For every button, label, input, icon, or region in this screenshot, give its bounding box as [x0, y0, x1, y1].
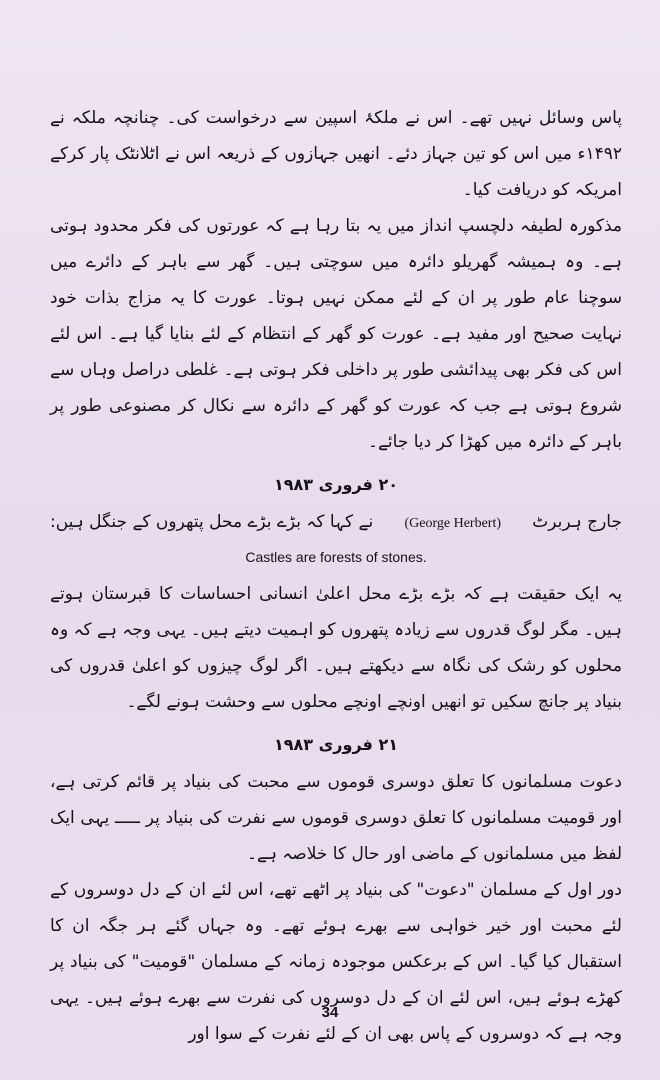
quote-author-urdu: جارج ہربرٹ: [532, 512, 622, 532]
paragraph-early-muslims: دور اول کے مسلمان "دعوت" کی بنیاد پر اٹھے تھے، اس لئے ان کے دل دوسروں کے لئے محبت اور خیر خواہی سے بھرے ہوئے تھے۔ وہ جہاں گئے ہر جگہ ان کا استقبال کیا گیا۔ اس کے برعکس موجودہ زمانہ کے مسلمان "قومیت" کی بنیاد پر کھڑے ہوئے ہیں، اس لئے ان کے دل دوسروں کی نفرت سے بھرے ہوئے ہیں۔ یہی وجہ ہے کہ دوسروں کے پاس بھی ان کے لئے نفرت کے سوا اور: [50, 880, 622, 1044]
paragraph-palaces: یہ ایک حقیقت ہے کہ بڑے بڑے محل اعلیٰ انسانی احساسات کا قبرستان ہوتے ہیں۔ مگر لوگ قدروں سے زیادہ پتھروں کو اہمیت دیتے ہیں۔ یہی وجہ ہے کہ وہ محلوں کو رشک کی نگاہ سے دیکھتے ہیں۔ اگر لوگ چیزوں کو اعلیٰ قدروں کی بنیاد پر جانچ سکیں تو انھیں اونچے اونچے محلوں سے وحشت ہونے لگے۔: [50, 584, 622, 712]
paragraph-dawat-qaumiyat: دعوت مسلمانوں کا تعلق دوسری قوموں سے محبت کی بنیاد پر قائم کرتی ہے، اور قومیت مسلمانوں کا تعلق دوسری قوموں سے نفرت کی بنیاد پر ـــــ یہی ایک لفظ میں مسلمانوں کے ماضی اور حال کا خلاصہ ہے۔: [50, 772, 622, 864]
quote-intro-line: [50, 504, 622, 542]
quote-intro-text: نے کہا کہ بڑے بڑے محل پتھروں کے جنگل ہیں:: [50, 512, 374, 532]
paragraph-columbus: پاس وسائل نہیں تھے۔ اس نے ملکۂ اسپین سے درخواست کی۔ چنانچہ ملکہ نے ۱۴۹۲ء میں اس کو تین جہاز دئے۔ انھیں جہازوں کے ذریعہ اس نے اٹلانٹک پار کرکے امریکہ کو دریافت کیا۔: [50, 108, 622, 200]
diary-date-21-feb: ۲۱ فروری ۱۹۸۳: [274, 735, 398, 754]
page-body: [50, 100, 622, 1052]
page-number: 34: [321, 1004, 339, 1021]
paragraph-women-thinking: مذکورہ لطیفہ دلچسپ انداز میں یہ بتا رہا ہے کہ عورتوں کی فکر محدود ہوتی ہے۔ وہ ہمیشہ گھریلو دائرہ میں سوچتی ہیں۔ گھر سے باہر کے دائرے میں سوچنا عام طور پر ان کے لئے ممکن نہیں ہوتا۔ عورت کا یہ مزاج بذات خود نہایت صحیح اور مفید ہے۔ عورت کو گھر کے انتظام کے لئے بنایا گیا ہے۔ اس لئے اس کی فکر بھی پیدائشی طور پر داخلی فکر ہوتی ہے۔ غلطی دراصل وہاں سے شروع ہوتی ہے جب کہ عورت کو گھر کے دائرہ سے نکال کر مصنوعی طور پر باہر کے دائرہ میں کھڑا کر دیا جائے۔: [50, 216, 622, 452]
diary-date-20-feb: ۲۰ فروری ۱۹۸۳: [274, 475, 398, 494]
english-quote: Castles are forests of stones.: [245, 549, 427, 565]
quote-author-english: (George Herbert): [404, 516, 501, 531]
